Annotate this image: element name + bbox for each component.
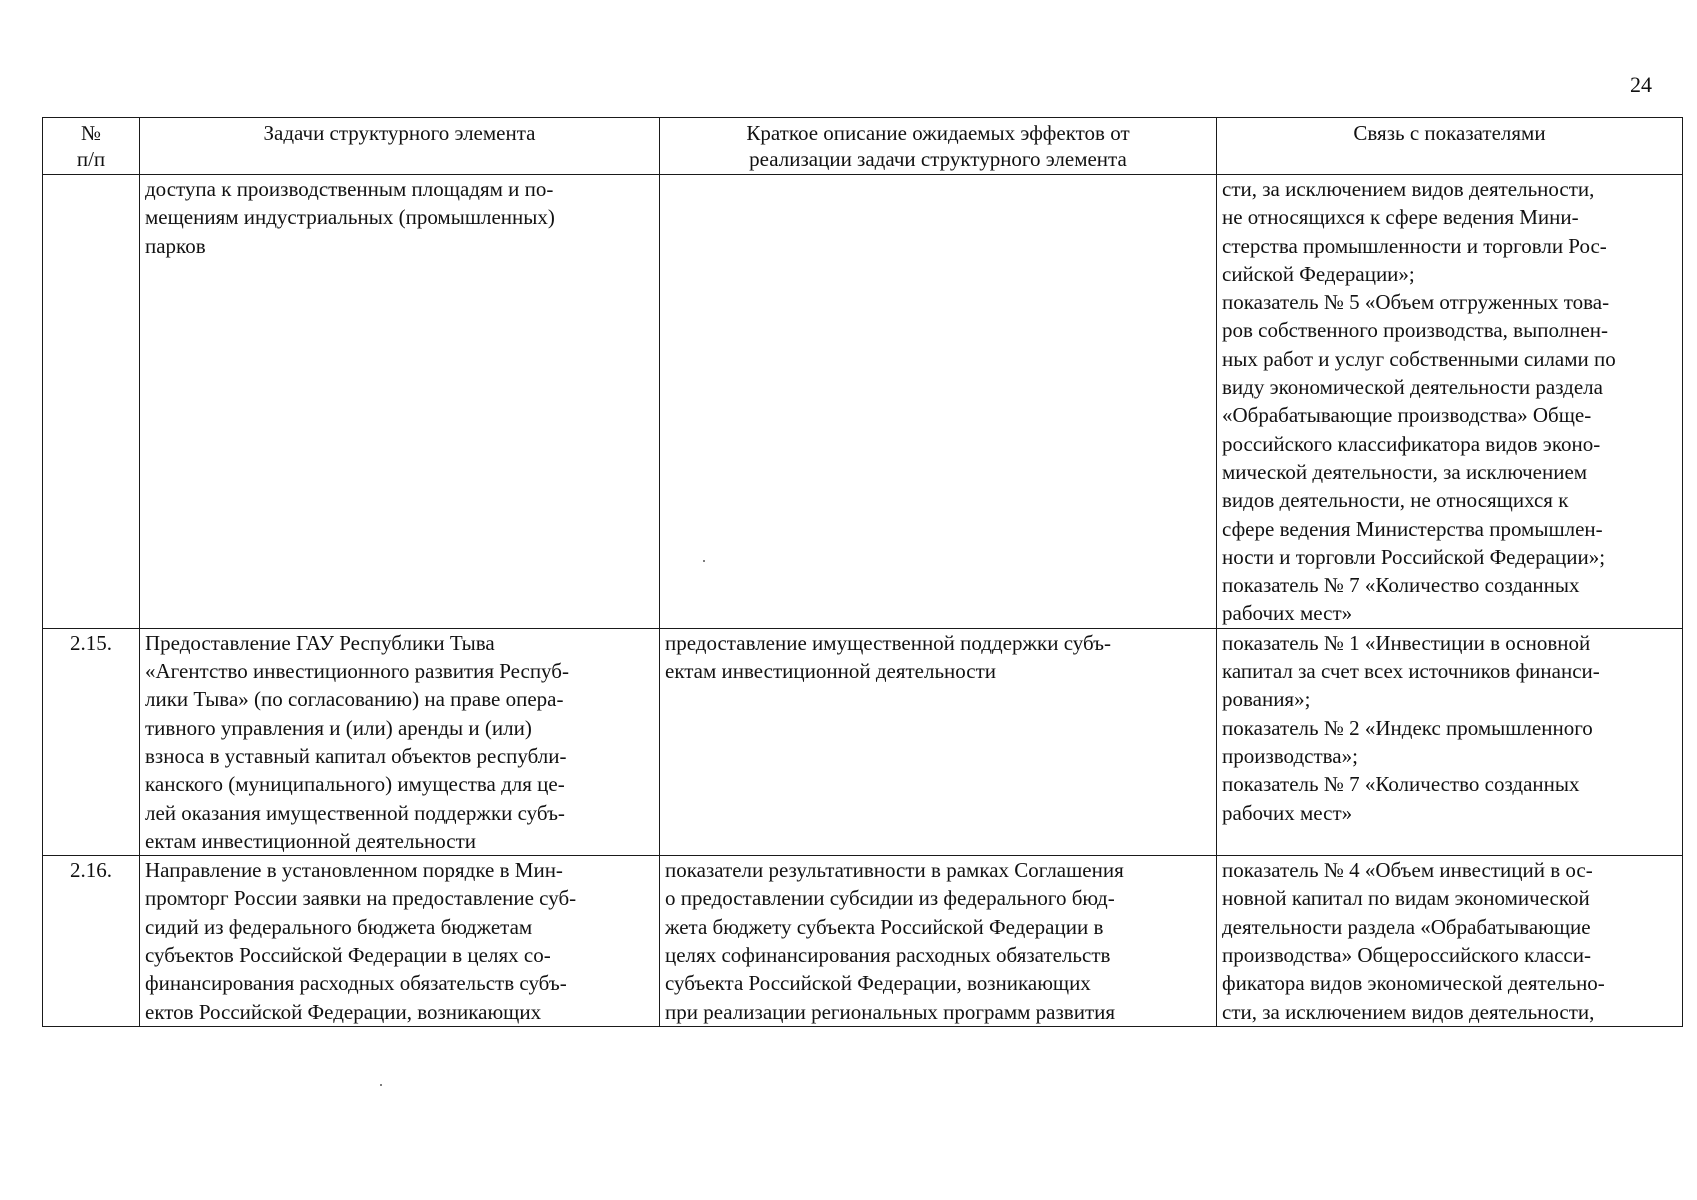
cell-line: фикатора видов экономической деятельно-: [1222, 971, 1605, 996]
cell-line: не относящихся к сфере ведения Мини-: [1222, 205, 1579, 230]
indicator-cell: [1217, 628, 1683, 855]
scan-speck: [380, 1084, 382, 1086]
cell-line: показатель № 5 «Объем отгруженных това-: [1222, 290, 1610, 315]
header-effects: [660, 118, 1217, 175]
cell-line: сийской Федерации»;: [1222, 261, 1415, 286]
header-line: Задачи структурного элемента: [263, 121, 536, 145]
cell-line: субъектов Российской Федерации в целях со-: [145, 943, 551, 968]
cell-line: Предоставление ГАУ Республики Тыва: [145, 630, 495, 655]
header-number: [43, 118, 140, 175]
cell-line: ных работ и услуг собственными силами по: [1222, 346, 1616, 371]
effect-cell: [660, 175, 1217, 629]
cell-line: производства»;: [1222, 743, 1358, 768]
cell-line: ности и торговли Российской Федерации»;: [1222, 544, 1606, 569]
cell-line: мической деятельности, за исключением: [1222, 459, 1588, 484]
cell-line: канского (муниципального) имущества для це-: [145, 772, 565, 797]
table-row: [43, 856, 1683, 1027]
cell-line: стерства промышленности и торговли Рос-: [1222, 233, 1607, 258]
cell-line: рования»;: [1222, 687, 1311, 712]
cell-line: парков: [145, 233, 206, 258]
table-header-row: [43, 118, 1683, 175]
cell-line: показатель № 2 «Индекс промышленного: [1222, 715, 1593, 740]
cell-line: показатель № 1 «Инвестиции в основной: [1222, 630, 1591, 655]
cell-line: взноса в уставный капитал объектов республи-: [145, 743, 567, 768]
cell-line: показатели результативности в рамках Соглашения: [665, 858, 1124, 883]
row-number: [43, 175, 140, 629]
cell-line: лей оказания имущественной поддержки субъ-: [145, 800, 565, 825]
cell-line: Направление в установленном порядке в Мин-: [145, 858, 563, 883]
effect-cell: [660, 856, 1217, 1027]
header-line: №: [80, 121, 102, 145]
cell-line: лики Тыва» (по согласованию) на праве опера-: [145, 687, 564, 712]
tasks-table: [42, 117, 1683, 1027]
cell-line: жета бюджету субъекта Российской Федерации в: [665, 914, 1104, 939]
cell-line: «Обрабатывающие производства» Обще-: [1222, 403, 1592, 428]
header-line: Связь с показателями: [1353, 121, 1546, 145]
cell-line: рабочих мест»: [1222, 800, 1353, 825]
cell-line: сти, за исключением видов деятельности,: [1222, 999, 1595, 1024]
cell-line: виду экономической деятельности раздела: [1222, 375, 1603, 400]
cell-line: доступа к производственным площадям и по-: [145, 177, 554, 201]
cell-line: сидий из федерального бюджета бюджетам: [145, 914, 533, 939]
header-line: Краткое описание ожидаемых эффектов от: [746, 121, 1130, 145]
header-tasks: [140, 118, 660, 175]
cell-line: деятельности раздела «Обрабатывающие: [1222, 914, 1591, 939]
row-number: 2.15.: [43, 628, 140, 855]
cell-line: ектов Российской Федерации, возникающих: [145, 999, 542, 1024]
scan-speck: [703, 560, 705, 562]
cell-line: сфере ведения Министерства промышлен-: [1222, 516, 1603, 541]
cell-line: ектам инвестиционной деятельности: [665, 659, 997, 684]
cell-line: показатель № 7 «Количество созданных: [1222, 772, 1580, 797]
cell-line: показатель № 4 «Объем инвестиций в ос-: [1222, 858, 1593, 883]
cell-line: ров собственного производства, выполнен-: [1222, 318, 1608, 343]
cell-line: рабочих мест»: [1222, 601, 1353, 626]
cell-line: субъекта Российской Федерации, возникающих: [665, 971, 1091, 996]
cell-line: тивного управления и (или) аренды и (или): [145, 715, 532, 740]
task-cell: [140, 175, 660, 629]
cell-line: при реализации региональных программ развития: [665, 999, 1116, 1024]
row-number: 2.16.: [43, 856, 140, 1027]
cell-line: капитал за счет всех источников финанси-: [1222, 659, 1600, 684]
header-indicators: [1217, 118, 1683, 175]
cell-line: финансирования расходных обязательств субъ-: [145, 971, 567, 996]
cell-line: предоставление имущественной поддержки субъ-: [665, 630, 1111, 655]
cell-line: российского классификатора видов эконо-: [1222, 431, 1601, 456]
table-row: [43, 628, 1683, 855]
cell-line: промторг России заявки на предоставление суб-: [145, 886, 577, 911]
cell-line: мещениям индустриальных (промышленных): [145, 205, 555, 230]
table-row: [43, 175, 1683, 629]
indicator-cell: [1217, 175, 1683, 629]
task-cell: [140, 856, 660, 1027]
header-line: реализации задачи структурного элемента: [749, 147, 1127, 171]
cell-line: показатель № 7 «Количество созданных: [1222, 573, 1580, 598]
cell-line: производства» Общероссийского класси-: [1222, 943, 1591, 968]
cell-line: новной капитал по видам экономической: [1222, 886, 1590, 911]
header-line: п/п: [76, 147, 106, 171]
table-body: [43, 175, 1683, 1027]
indicator-cell: [1217, 856, 1683, 1027]
effect-cell: [660, 628, 1217, 855]
cell-line: целях софинансирования расходных обязательств: [665, 943, 1111, 968]
cell-line: о предоставлении субсидии из федерального бюд-: [665, 886, 1115, 911]
cell-line: видов деятельности, не относящихся к: [1222, 488, 1569, 513]
page-number: 24: [1630, 72, 1652, 97]
task-cell: [140, 628, 660, 855]
cell-line: ектам инвестиционной деятельности: [145, 828, 477, 853]
cell-line: сти, за исключением видов деятельности,: [1222, 177, 1595, 201]
cell-line: «Агентство инвестиционного развития Респуб-: [145, 659, 569, 684]
